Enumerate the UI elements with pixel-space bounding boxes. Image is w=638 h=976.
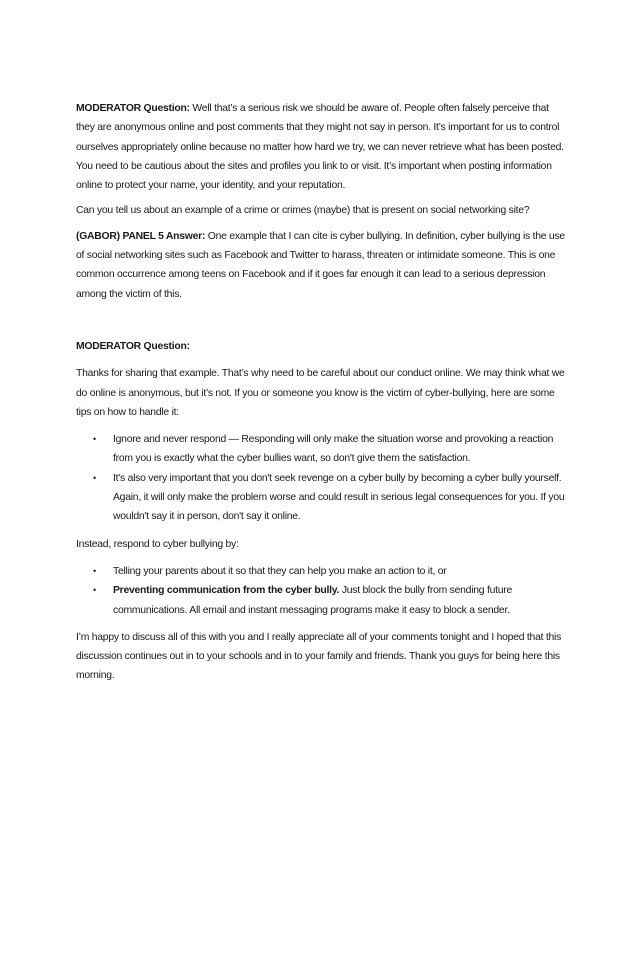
moderator-text: Well that’s a serious risk we should be aware of. People often falsely perceive that they are anonymous online and post comments that they might not say in person. It’s important for us to control ourselves appropriately online because no matter how hard we try, we can never retrieve what has been posted. You need to be cautious about the sites and profiles you link to or visit. It’s important when posting information online to protect your name, your identity, and your reputation. [76, 103, 564, 192]
closing-paragraph: I’m happy to discuss all of this with you and I really appreciate all of your comments tonight and I hoped that this discussion continues out in to your schools and in to your family and friends. Thank you guys for being here this morning. [76, 631, 562, 682]
document-page [76, 99, 570, 686]
bullet-icon: • [93, 434, 96, 445]
list-item-text: Telling your parents about it so that they can help you make an action to it, or [113, 565, 447, 577]
response-list [76, 562, 570, 620]
list-item [76, 581, 570, 620]
bullet-icon: • [93, 472, 96, 483]
tips-list [76, 430, 570, 526]
panel-answer-label: (GABOR) PANEL 5 Answer: [76, 230, 206, 242]
list-item [76, 562, 570, 581]
moderator-intro: Thanks for sharing that example. That’s why need to be careful about our conduct online. We may think what we do online is anonymous, but it’s not. If you or someone you know is the victim of cyber-bullying, here are some tips on how to handle it: [76, 368, 565, 418]
list-item-text: Just block the bully from sending future communications. All email and instant messaging programs make it easy to block a sender. [113, 585, 513, 616]
panel-answer-text: One example that I can cite is cyber bullying. In definition, cyber bullying is the use of social networking sites such as Facebook and Twitter to harass, threaten or intimidate someone. This is one common occurrence among teens on Facebook and if it goes far enough it can lead to a serious depression among the victim of this. [76, 230, 565, 300]
moderator-label: MODERATOR Question: [76, 103, 190, 114]
list-item-text: It's also very important that you don't seek revenge on a cyber bully by becoming a cyber bully yourself. Again, it will only make the problem worse and could result in serious legal consequences for you. If you wouldn't say it in person, don't say it online. [113, 472, 565, 523]
panel-answer-paragraph [76, 227, 570, 304]
list-item [76, 430, 570, 469]
list-item [76, 469, 570, 527]
bullet-icon: • [93, 585, 96, 596]
bullet-icon: • [93, 565, 96, 576]
moderator-label-2: MODERATOR Question: [76, 340, 190, 352]
instead-text: Instead, respond to cyber bullying by: [76, 538, 239, 550]
list-item-text: Ignore and never respond — Responding will only make the situation worse and provoking a reaction from you is exactly what the cyber bullies want, so don't give them the satisfaction. [113, 434, 554, 465]
moderator-paragraph-1 [76, 99, 570, 195]
question-text: Can you tell us about an example of a crime or crimes (maybe) that is present on social networking site? [76, 205, 530, 217]
list-item-lead: Preventing communication from the cyber bully. [113, 585, 340, 597]
